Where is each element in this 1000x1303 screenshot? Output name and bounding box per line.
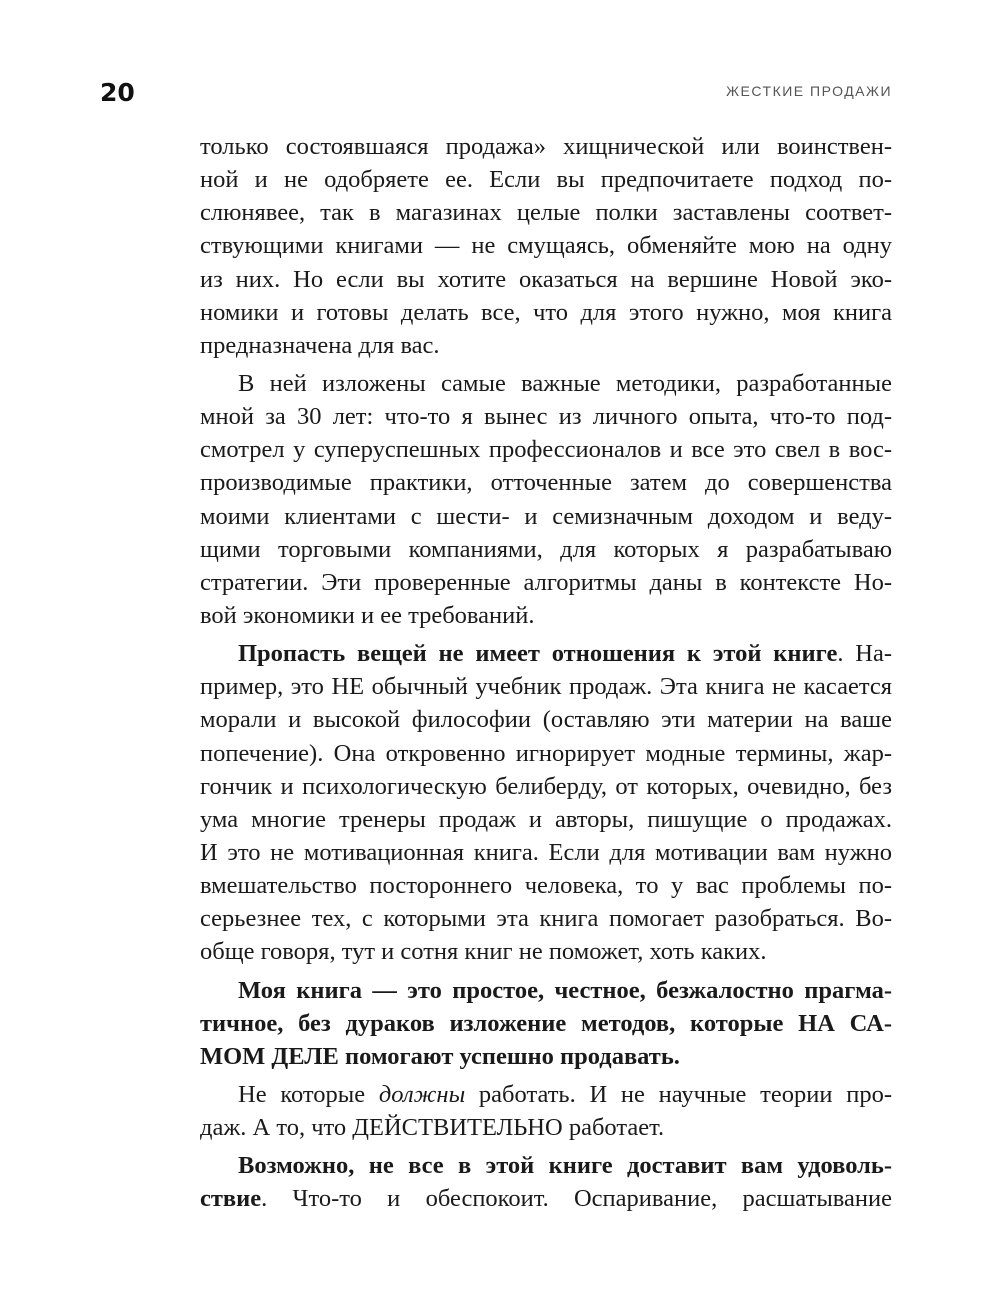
text-run: только состоявшаяся продажа» хищнической или воинствен- (200, 133, 892, 160)
text-line (200, 500, 892, 533)
text-run: из них. Но если вы хотите оказаться на вершине Новой эко- (200, 265, 892, 293)
text-run: . Что-то и обеспокоит. Оспаривание, расшатывание (261, 1185, 892, 1213)
paragraph (200, 130, 892, 362)
text-line (200, 329, 892, 362)
bold-text: Возможно, не все в этой книге доставит вам удоволь- (238, 1152, 892, 1180)
text-run: ной и не одобряете ее. Если вы предпочитаете подход по- (200, 166, 892, 194)
text-line (200, 196, 892, 229)
text-line (200, 1182, 892, 1215)
paragraph (200, 974, 892, 1073)
text-line (200, 974, 892, 1007)
text-run: серьезнее тех, с которыми эта книга помогает разобраться. Во- (200, 905, 892, 933)
text-line (200, 869, 892, 902)
paragraph (200, 1078, 892, 1144)
text-line (200, 637, 892, 670)
text-run: И это не мотивационная книга. Если для мотивации вам нужно (200, 838, 892, 866)
page-header (100, 78, 892, 108)
text-run: обще говоря, тут и сотня книг не поможет, хоть каких. (200, 938, 767, 966)
text-line (200, 902, 892, 935)
text-line (200, 229, 892, 262)
text-line (200, 599, 892, 632)
page-number: 20 (100, 78, 135, 107)
text-line (200, 400, 892, 433)
text-line (200, 1040, 892, 1073)
text-line (200, 263, 892, 296)
text-line (200, 163, 892, 196)
text-run: попечение). Она откровенно игнорирует модные термины, жар- (200, 739, 892, 767)
text-run: моими клиентами с шести- и семизначным доходом и веду- (200, 502, 892, 530)
text-run: предназначена для вас. (200, 331, 440, 359)
text-run: мной за 30 лет: что-то я вынес из личного опыта, что-то под- (200, 403, 892, 431)
text-run: . На- (837, 640, 892, 668)
text-line (200, 296, 892, 329)
text-run: вмешательство постороннего человека, то у вас проблемы по- (200, 872, 892, 900)
text-line (200, 130, 892, 163)
paragraph (200, 367, 892, 632)
text-line (200, 935, 892, 968)
text-run: морали и высокой философии (оставляю эти материи на ваше (200, 706, 892, 734)
body-text (200, 130, 892, 1216)
text-run: стратегии. Эти проверенные алгоритмы даны в контексте Но- (200, 568, 892, 596)
text-line (200, 533, 892, 566)
text-run: даж. А то, что ДЕЙСТВИТЕЛЬНО работает. (200, 1114, 665, 1142)
text-line (200, 703, 892, 736)
text-run: производимые практики, отточенные затем до совершенства (200, 469, 892, 497)
italic-text: должны (378, 1080, 466, 1108)
text-line (200, 1007, 892, 1040)
text-run: щими торговыми компаниями, для которых я разрабатываю (200, 535, 892, 563)
text-run: работать. И не научные теории про- (465, 1080, 892, 1108)
text-run: ствующими книгами — не смущаясь, обменяйте мою на одну (200, 232, 892, 260)
text-line (200, 1111, 892, 1144)
text-line (200, 737, 892, 770)
paragraph (200, 1149, 892, 1215)
text-line (200, 367, 892, 400)
text-run: Не которые (238, 1080, 379, 1108)
running-title: ЖЕСТКИЕ ПРОДАЖИ (726, 83, 892, 99)
bold-text: МОМ ДЕЛЕ помогают успешно продавать. (200, 1042, 680, 1070)
text-line (200, 770, 892, 803)
text-run: номики и готовы делать все, что для этого нужно, моя книга (200, 298, 892, 326)
bold-text: тичное, без дураков изложение методов, которые НА СА- (200, 1009, 892, 1037)
text-line (200, 566, 892, 599)
text-line (200, 1078, 892, 1111)
text-line (200, 670, 892, 703)
text-run: смотрел у суперуспешных профессионалов и все это свел в вос- (200, 436, 892, 464)
text-line (200, 836, 892, 869)
text-line (200, 1149, 892, 1182)
text-line (200, 433, 892, 466)
text-line (200, 803, 892, 836)
text-run: пример, это НЕ обычный учебник продаж. Эта книга не касается (200, 673, 892, 701)
bold-text: Моя книга — это простое, честное, безжалостно прагма- (238, 976, 892, 1004)
text-line (200, 466, 892, 499)
text-run: вой экономики и ее требований. (200, 601, 535, 629)
bold-text: ствие (200, 1185, 262, 1213)
paragraph (200, 637, 892, 968)
text-run: В ней изложены самые важные методики, разработанные (238, 369, 892, 397)
bold-text: Пропасть вещей не имеет отношения к этой книге (238, 640, 838, 668)
text-run: гончик и психологическую белиберду, от которых, очевидно, без (200, 772, 892, 800)
text-run: слюнявее, так в магазинах целые полки заставлены соответ- (200, 199, 892, 227)
text-run: ума многие тренеры продаж и авторы, пишущие о продажах. (200, 805, 892, 833)
